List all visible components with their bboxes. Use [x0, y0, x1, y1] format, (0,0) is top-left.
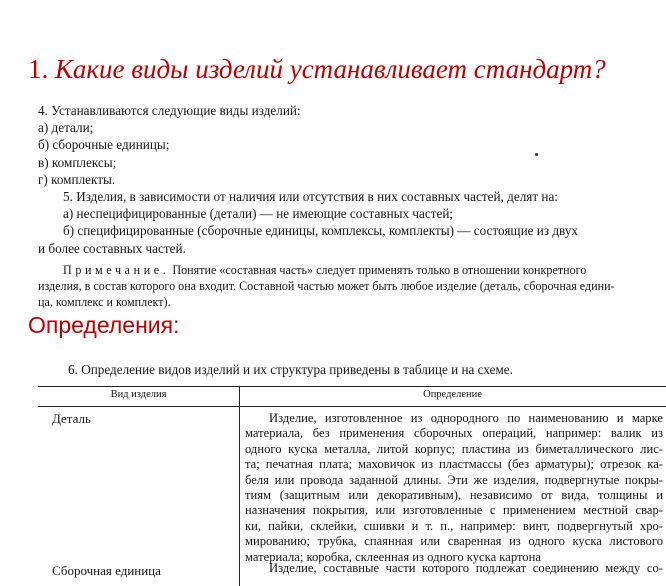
- scan-speck: [535, 153, 538, 156]
- definition-line: назначения покрытия, или изготовленные с применением местной свар-: [245, 503, 663, 518]
- row-type-assembly: Сборочная единица: [52, 563, 161, 578]
- note-line: Понятие «составная часть» следует применять только в отношении конкретного: [172, 262, 587, 277]
- question-number: 1.: [28, 54, 49, 84]
- excerpt-line: в) комплексы;: [38, 154, 117, 170]
- column-header-type: Вид изделия: [110, 389, 167, 400]
- excerpt-line: б) сборочные единицы;: [38, 137, 170, 153]
- row-type-detail: Деталь: [52, 411, 91, 426]
- definition-line: та; печатная плата; маховичок из пластмассы (без арматуры); отрезок ка-: [245, 457, 663, 472]
- definition-line: Изделие, изготовленное из однородного по наименованию и марке: [269, 411, 663, 425]
- excerpt-line: а) неспецифицированные (детали) — не имеющие составных частей;: [63, 206, 454, 222]
- definitions-lead: 6. Определение видов изделий и их структура приведены в таблице и на схеме.: [68, 362, 513, 377]
- definition-line: ки, пайки, склейки, сшивки и т. п., например: винт, подвергнутый хро-: [245, 518, 663, 533]
- note-line: ца, комплекс и комплект).: [38, 294, 171, 309]
- definition-line: Изделие, составные части которого подлежат соединению между со-: [269, 561, 663, 575]
- excerpt-note: [38, 262, 662, 310]
- excerpt-line: и более составных частей.: [38, 240, 186, 256]
- question-heading: [28, 54, 606, 85]
- question-text: Какие виды изделий устанавливает стандарт?: [55, 54, 606, 84]
- table-header-rule: [38, 406, 666, 407]
- excerpt-line: 4. Устанавливаются следующие виды изделий:: [38, 103, 301, 118]
- definitions-excerpt: [38, 360, 666, 578]
- definitions-heading: Определения:: [28, 312, 180, 338]
- note-line: изделия, в состав которого она входит. Составной частью может быть любое изделие (деталь, сборочная едини-: [38, 278, 615, 293]
- standard-excerpt: [38, 102, 662, 310]
- definition-line: мированию; трубка, спаянная или сваренная из одного куска листового: [245, 534, 663, 549]
- excerpt-line: а) детали;: [38, 120, 94, 136]
- table-column-rule: [239, 386, 240, 586]
- column-header-definition: Определение: [423, 389, 482, 400]
- definition-line: одного куска металла, литой корпус; пластина из биметаллического лис-: [245, 441, 663, 456]
- definition-line: тиям (защитным или декоративным), независимо от вида, толщины и: [245, 488, 663, 503]
- table-top-rule: [38, 386, 666, 387]
- definition-line: материала; коробка, склеенная из одного куска картона: [245, 549, 541, 564]
- definition-line: материала, без применения сборочных операций, например: валик из: [245, 426, 663, 441]
- row-definition-detail: [245, 411, 663, 565]
- definition-line: беля или провода заданной длины. Эти же изделия, подвергнутые покры-: [245, 472, 663, 487]
- excerpt-line: б) специфицированные (сборочные единицы, комплексы, комплекты) — состоящие из двух: [63, 223, 579, 239]
- excerpt-line: г) комплекты.: [38, 171, 116, 187]
- note-label: Примечание.: [63, 262, 170, 277]
- excerpt-line: 5. Изделия, в зависимости от наличия или отсутствия в них составных частей, делят на:: [63, 189, 558, 205]
- row-definition-assembly: [245, 561, 663, 576]
